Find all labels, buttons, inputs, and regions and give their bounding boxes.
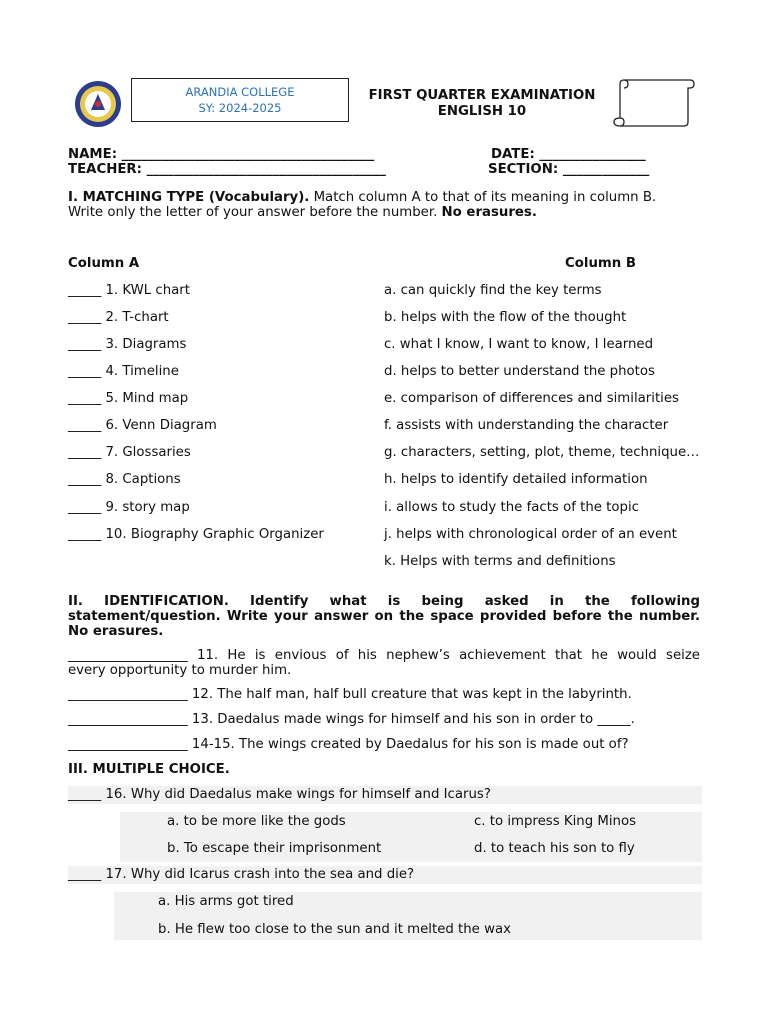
question-16-option-b[interactable]: b. To escape their imprisonment (167, 841, 382, 856)
part1-instruction-2: Write only the letter of your answer before the number. (68, 205, 442, 220)
column-b-item-e: e. comparison of differences and similarities (384, 391, 679, 406)
column-b-item-f: f. assists with understanding the character (384, 418, 669, 433)
question-17-option-b[interactable]: b. He flew too close to the sun and it melted the wax (158, 922, 511, 937)
question-12[interactable]: __________________ 12. The half man, half bull creature that was kept in the labyrinth. (68, 687, 632, 702)
part2-heading-line1: II. IDENTIFICATION. Identify what is being asked in the following (68, 594, 700, 609)
section-field[interactable]: SECTION: _____________ (488, 162, 650, 177)
exam-title-block (352, 88, 612, 120)
column-a-item-3[interactable]: _____ 3. Diagrams (68, 337, 187, 352)
column-b-item-i: i. allows to study the facts of the topic (384, 500, 639, 515)
part2-heading-line2: statement/question. Write your answer on the space provided before the number. (68, 609, 700, 624)
question-14-15[interactable]: __________________ 14-15. The wings created by Daedalus for his son is made out of? (68, 737, 629, 752)
teacher-field[interactable]: TEACHER: ____________________________________ (68, 162, 386, 177)
part2-heading-line3: No erasures. (68, 624, 164, 639)
question-13[interactable]: __________________ 13. Daedalus made wings for himself and his son in order to _____. (68, 712, 635, 727)
column-b-item-h: h. helps to identify detailed information (384, 472, 648, 487)
column-a-item-10[interactable]: _____ 10. Biography Graphic Organizer (68, 527, 324, 542)
column-a-item-2[interactable]: _____ 2. T-chart (68, 310, 169, 325)
school-info-box (131, 78, 349, 122)
column-a-item-1[interactable]: _____ 1. KWL chart (68, 283, 190, 298)
column-a-item-8[interactable]: _____ 8. Captions (68, 472, 181, 487)
column-b-item-a: a. can quickly find the key terms (384, 283, 602, 298)
school-name: ARANDIA COLLEGE (185, 85, 295, 99)
date-field[interactable]: DATE: ________________ (491, 147, 646, 162)
column-b-item-d: d. helps to better understand the photos (384, 364, 655, 379)
column-b-item-c: c. what I know, I want to know, I learned (384, 337, 654, 352)
name-field[interactable]: NAME: ______________________________________ (68, 147, 375, 162)
score-scroll-icon (612, 76, 696, 130)
part1-instructions (68, 190, 700, 220)
part2-heading (68, 594, 700, 639)
column-a-item-5[interactable]: _____ 5. Mind map (68, 391, 189, 406)
column-b-header: Column B (565, 256, 637, 271)
column-a-item-9[interactable]: _____ 9. story map (68, 500, 190, 515)
question-11[interactable] (68, 648, 700, 678)
column-b-item-b: b. helps with the flow of the thought (384, 310, 627, 325)
exam-subject: ENGLISH 10 (437, 104, 527, 119)
column-a-item-7[interactable]: _____ 7. Glossaries (68, 445, 191, 460)
question-11-line1: __________________ 11. He is envious of his nephew’s achievement that he would seize (68, 648, 700, 663)
part1-heading: I. MATCHING TYPE (Vocabulary). (68, 190, 310, 205)
question-11-line2: every opportunity to murder him. (68, 663, 292, 678)
column-a-header: Column A (68, 256, 140, 271)
column-b-item-j: j. helps with chronological order of an event (384, 527, 677, 542)
column-a-item-6[interactable]: _____ 6. Venn Diagram (68, 418, 217, 433)
exam-title: FIRST QUARTER EXAMINATION (368, 88, 596, 103)
school-year: SY: 2024-2025 (198, 101, 282, 115)
question-17[interactable]: _____ 17. Why did Icarus crash into the sea and die? (68, 867, 415, 882)
question-16-option-a[interactable]: a. to be more like the gods (167, 814, 346, 829)
college-seal-logo (74, 80, 122, 128)
column-a-item-4[interactable]: _____ 4. Timeline (68, 364, 179, 379)
question-16[interactable]: _____ 16. Why did Daedalus make wings for himself and Icarus? (68, 787, 491, 802)
part1-instruction-1: Match column A to that of its meaning in column B. (309, 190, 657, 205)
part3-heading: III. MULTIPLE CHOICE. (68, 762, 230, 777)
question-16-option-c[interactable]: c. to impress King Minos (474, 814, 637, 829)
question-16-option-d[interactable]: d. to teach his son to fly (474, 841, 635, 856)
column-b-item-k: k. Helps with terms and definitions (384, 554, 616, 569)
column-b-item-g: g. characters, setting, plot, theme, technique… (384, 445, 700, 460)
part1-no-erasures: No erasures. (441, 205, 537, 220)
question-17-option-a[interactable]: a. His arms got tired (158, 894, 294, 909)
